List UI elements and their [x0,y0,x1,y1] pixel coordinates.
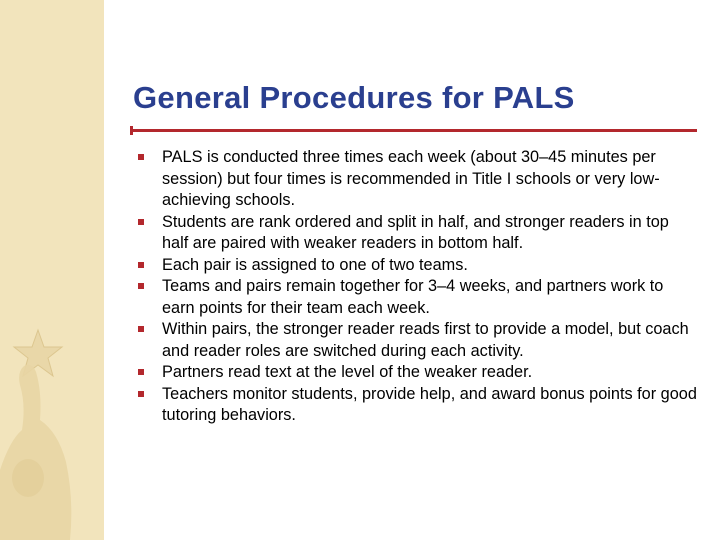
bullet-item [138,276,698,319]
decorative-sidebar [0,0,104,540]
bullet-list [138,147,698,427]
star-icon [14,330,62,376]
bullet-square-icon [138,326,144,332]
child-silhouette [0,365,71,540]
bullet-square-icon [138,369,144,375]
bullet-square-icon [138,262,144,268]
slide-title: General Procedures for PALS [133,80,575,115]
child-head [12,459,44,497]
bullet-item [138,255,698,277]
bullet-text: Partners read text at the level of the weaker reader. [162,363,533,381]
bullet-item [138,384,698,427]
bullet-square-icon [138,283,144,289]
bullet-square-icon [138,391,144,397]
bullet-text: Teachers monitor students, provide help, and award bonus points for good tutoring behaviors. [162,384,697,424]
bullet-item [138,212,698,255]
bullet-text: PALS is conducted three times each week (about 30–45 minutes per session) but four times is recommended in Title I schools or very low-achieving schools. [162,148,660,209]
bullet-text: Within pairs, the stronger reader reads first to provide a model, but coach and reader roles are switched during each activity. [162,320,689,360]
bullet-text: Each pair is assigned to one of two teams. [162,255,468,274]
bullet-item [138,147,698,212]
bullet-square-icon [138,219,144,225]
bullet-item [138,319,698,362]
bullet-text: Teams and pairs remain together for 3–4 weeks, and partners work to earn points for their team each week. [162,277,664,317]
child-reaching-star-image [0,0,104,540]
bullet-text: Students are rank ordered and split in half, and stronger readers in top half are paired with weaker readers in bottom half. [162,212,669,252]
bullet-item [138,362,698,384]
bullet-square-icon [138,154,144,160]
title-underline [130,129,697,132]
